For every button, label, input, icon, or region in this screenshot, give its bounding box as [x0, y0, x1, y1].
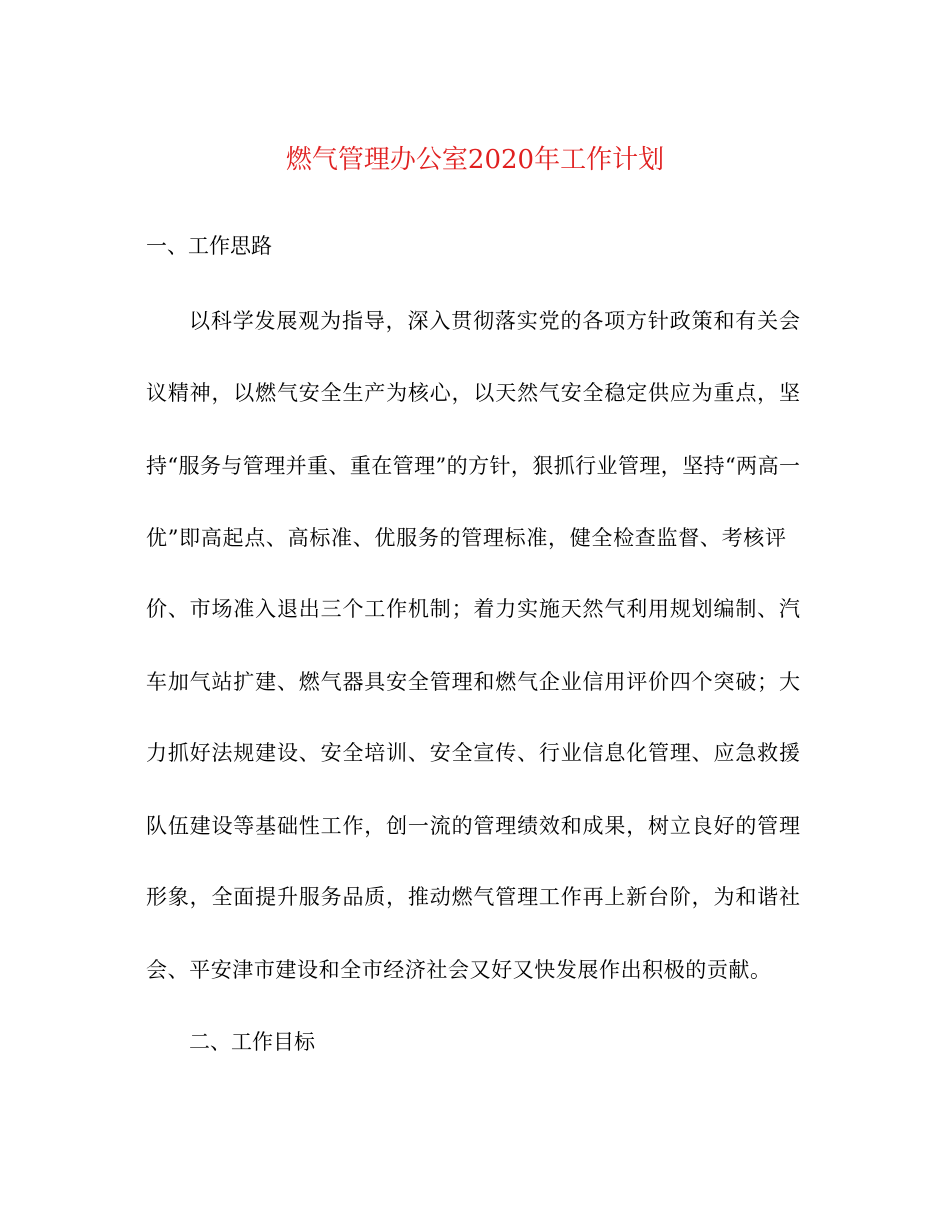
paragraph-line-5: 价、市场准入退出三个工作机制；着力实施天然气利用规划编制、汽 — [146, 597, 800, 621]
section-heading-1: 一、工作思路 — [146, 234, 272, 258]
paragraph-line-3: 持“服务与管理并重、重在管理”的方针，狠抓行业管理，坚持“两高一 — [146, 454, 800, 478]
paragraph-line-1: 以科学发展观为指导，深入贯彻落实党的各项方针政策和有关会 — [189, 309, 800, 333]
paragraph-line-4: 优”即高起点、高标准、优服务的管理标准，健全检查监督、考核评 — [146, 526, 786, 550]
paragraph-line-8: 队伍建设等基础性工作，创一流的管理绩效和成果，树立良好的管理 — [146, 814, 800, 838]
paragraph-line-6: 车加气站扩建、燃气器具安全管理和燃气企业信用评价四个突破；大 — [146, 670, 800, 694]
section-heading-2: 二、工作目标 — [189, 1030, 315, 1054]
paragraph-line-7: 力抓好法规建设、安全培训、安全宣传、行业信息化管理、应急救援 — [146, 741, 800, 765]
paragraph-line-10: 会、平安津市建设和全市经济社会又好又快发展作出积极的贡献。 — [146, 958, 771, 982]
paragraph-line-9: 形象，全面提升服务品质，推动燃气管理工作再上新台阶，为和谐社 — [146, 885, 800, 909]
paragraph-line-2: 议精神，以燃气安全生产为核心，以天然气安全稳定供应为重点，坚 — [146, 381, 800, 405]
document-title: 燃气管理办公室2020年工作计划 — [285, 145, 665, 175]
